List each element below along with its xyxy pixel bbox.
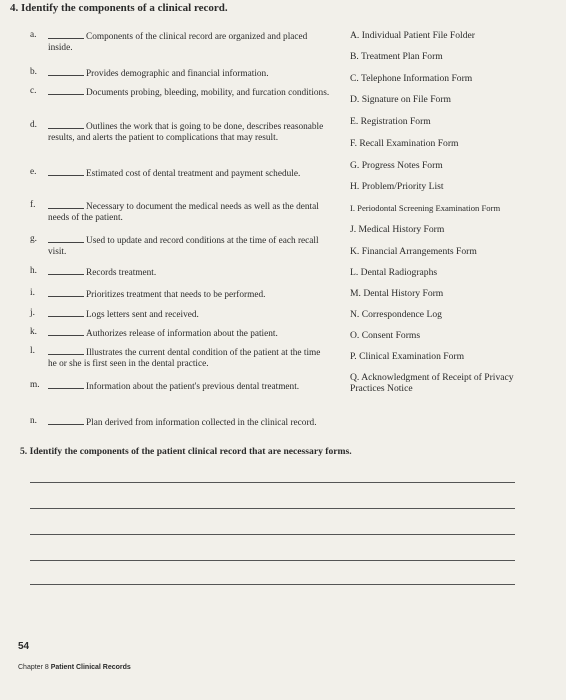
question-5-title: 5. Identify the components of the patient clinical record that are necessary forms. [20,446,352,457]
option-b: B. Treatment Plan Form [350,51,443,62]
item-text: Documents probing, bleeding, mobility, and furcation conditions. [86,88,330,98]
item-letter: i. [30,288,35,298]
item-letter: g. [30,234,37,244]
item-letter: l. [30,346,35,356]
option-c: C. Telephone Information Form [350,73,473,84]
option-i: I. Periodontal Screening Examination Form [350,203,501,213]
answer-blank[interactable] [48,67,84,76]
answer-line[interactable] [30,560,515,561]
item-letter: h. [30,266,37,276]
item-letter: d. [30,120,37,130]
option-h: H. Problem/Priority List [350,181,444,192]
item-text: Estimated cost of dental treatment and payment schedule. [86,169,301,179]
item-text: Provides demographic and financial information. [86,69,269,79]
answer-line[interactable] [30,534,515,535]
option-e: E. Registration Form [350,116,431,127]
answer-blank[interactable] [48,30,84,39]
answer-blank[interactable] [48,346,84,355]
option-q: Q. Acknowledgment of Receipt of Privacy Practices Notice [350,372,514,394]
answer-blank[interactable] [48,380,84,389]
chapter-label: Chapter 8 [18,664,51,671]
option-g: G. Progress Notes Form [350,160,443,171]
option-n: N. Correspondence Log [350,309,442,320]
answer-blank[interactable] [48,120,84,129]
answer-line[interactable] [30,508,515,509]
item-letter: n. [30,416,37,426]
option-f: F. Recall Examination Form [350,138,459,149]
answer-blank[interactable] [48,200,84,209]
item-letter: j. [30,308,35,318]
item-text: Plan derived from information collected in the clinical record. [86,418,317,428]
item-text: Components of the clinical record are organized and placed inside. [48,32,308,53]
option-j: J. Medical History Form [350,224,445,235]
answer-blank[interactable] [48,416,84,425]
item-text: Prioritizes treatment that needs to be performed. [86,290,266,300]
item-letter: f. [30,200,36,210]
item-text: Records treatment. [86,268,157,278]
option-a: A. Individual Patient File Folder [350,30,475,41]
answer-line[interactable] [30,584,515,585]
item-text: Illustrates the current dental condition of the patient at the time he or she is first seen in the dental practice. [48,348,321,369]
answer-blank[interactable] [48,327,84,336]
item-text: Logs letters sent and received. [86,310,199,320]
answer-blank[interactable] [48,288,84,297]
item-text: Outlines the work that is going to be done, describes reasonable results, and alerts the patient to complications that may result. [48,122,324,143]
chapter-title: Patient Clinical Records [50,664,131,671]
page-number: 54 [18,641,30,652]
answer-blank[interactable] [48,266,84,275]
answer-blank[interactable] [48,234,84,243]
item-text: Information about the patient's previous dental treatment. [86,382,300,392]
item-letter: c. [30,86,37,96]
option-l: L. Dental Radiographs [350,267,438,278]
item-text: Authorizes release of information about the patient. [86,329,278,339]
answer-blank[interactable] [48,308,84,317]
chapter-footer [18,664,131,671]
answer-line[interactable] [30,482,515,483]
item-letter: a. [30,30,37,40]
answer-blank[interactable] [48,86,84,95]
item-text: Necessary to document the medical needs as well as the dental needs of the patient. [48,202,319,223]
option-m: M. Dental History Form [350,288,444,299]
item-letter: m. [30,380,40,390]
item-text: Used to update and record conditions at the time of each recall visit. [48,236,319,257]
item-letter: k. [30,327,37,337]
option-k: K. Financial Arrangements Form [350,246,477,257]
option-o: O. Consent Forms [350,330,421,341]
answer-blank[interactable] [48,167,84,176]
option-p: P. Clinical Examination Form [350,351,465,362]
option-d: D. Signature on File Form [350,94,451,105]
item-letter: b. [30,67,37,77]
question-4-title: 4. Identify the components of a clinical record. [10,2,228,14]
item-letter: e. [30,167,37,177]
